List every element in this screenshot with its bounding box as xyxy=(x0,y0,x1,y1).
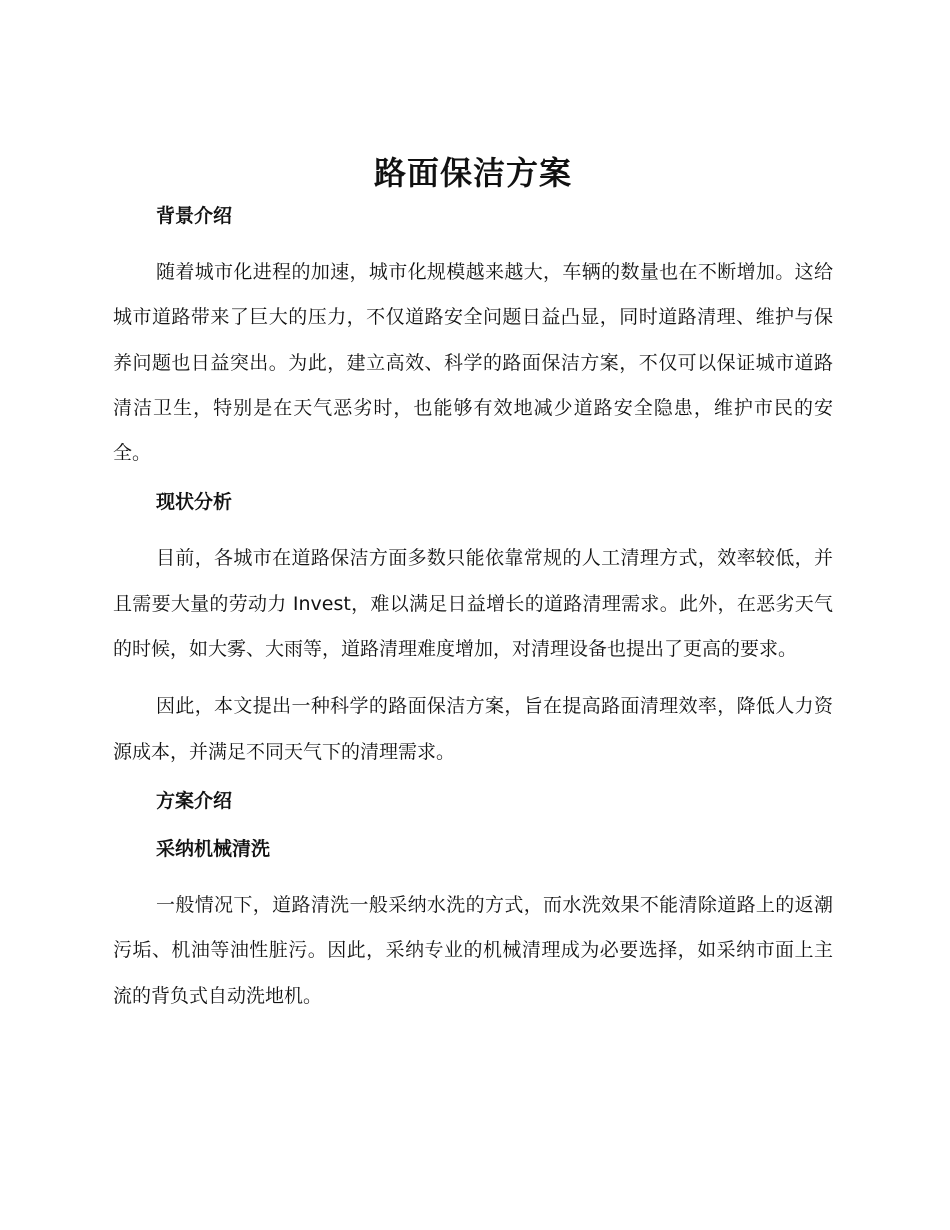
section-heading-background: 背景介绍 xyxy=(156,205,233,227)
paragraph-analysis-2: 因此，本文提出一种科学的路面保洁方案，旨在提高路面清理效率，降低人力资源成本，并满足不同天气下的清理需求。 xyxy=(113,695,833,763)
paragraph-background-1: 随着城市化进程的加速，城市化规模越来越大，车辆的数量也在不断增加。这给城市道路带来了巨大的压力，不仅道路安全问题日益凸显，同时道路清理、维护与保养问题也日益突出。为此，建立高效、科学的路面保洁方案，不仅可以保证城市道路清洁卫生，特别是在天气恶劣时，也能够有效地减少道路安全隐患，维护市民的安全。 xyxy=(113,261,833,465)
paragraph-analysis-1: 目前，各城市在道路保洁方面多数只能依靠常规的人工清理方式，效率较低，并且需要大量的劳动力 Invest，难以满足日益增长的道路清理需求。此外，在恶劣天气的时候，如大雾、大雨等，道路清理难度增加，对清理设备也提出了更高的要求。 xyxy=(113,547,833,661)
section-heading-mechanical: 采纳机械清洗 xyxy=(156,837,271,860)
section-heading-proposal: 方案介绍 xyxy=(156,789,233,812)
section-heading-analysis: 现状分析 xyxy=(156,491,233,514)
document-page xyxy=(113,150,833,1031)
document-title: 路面保洁方案 xyxy=(373,154,572,192)
paragraph-mechanical-1: 一般情况下，道路清洗一般采纳水洗的方式，而水洗效果不能清除道路上的返潮污垢、机油等油性脏污。因此，采纳专业的机械清理成为必要选择，如采纳市面上主流的背负式自动洗地机。 xyxy=(113,893,833,1007)
